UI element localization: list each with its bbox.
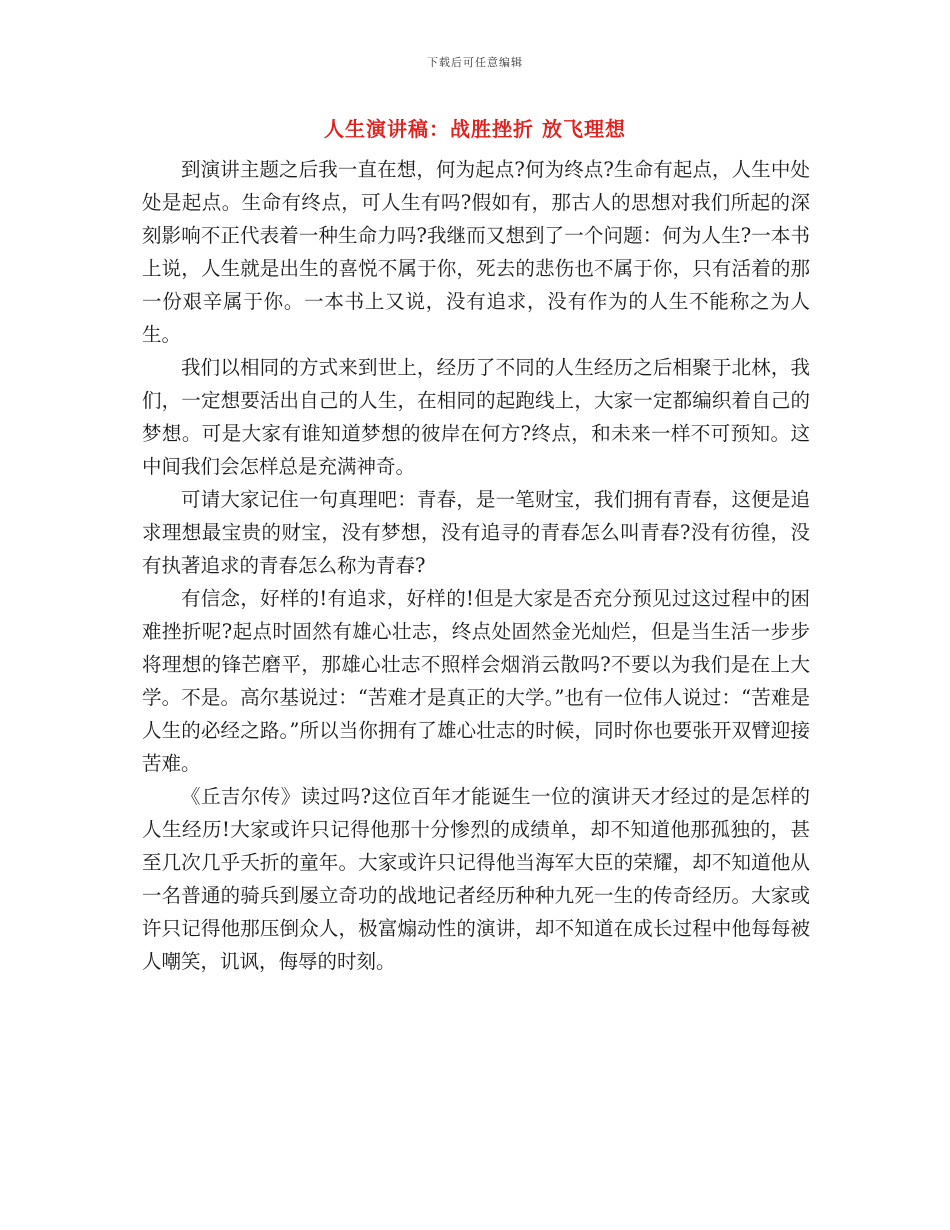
document-title: 人生演讲稿：战胜挫折 放飞理想 [324, 117, 626, 141]
paragraph-3: 可请大家记住一句真理吧：青春，是一笔财宝，我们拥有青春，这便是追求理想最宝贵的财宝，没有梦想，没有追寻的青春怎么叫青春?没有彷徨，没有执著追求的青春怎么称为青春? [142, 488, 810, 577]
paragraph-5: 《丘吉尔传》读过吗?这位百年才能诞生一位的演讲天才经过的是怎样的人生经历!大家或许只记得他那十分惨烈的成绩单，却不知道他那孤独的，甚至几次几乎夭折的童年。大家或许只记得他当海军大臣的荣耀，却不知道他从一名普通的骑兵到屡立奇功的战地记者经历种种九死一生的传奇经历。大家或许只记得他那压倒众人，极富煽动性的演讲，却不知道在成长过程中他每每被人嘲笑，讥讽，侮辱的时刻。 [142, 785, 810, 973]
paragraph-4: 有信念，好样的!有追求，好样的!但是大家是否充分预见过这过程中的困难挫折呢?起点时固然有雄心壮志，终点处固然金光灿烂，但是当生活一步步将理想的锋芒磨平，那雄心壮志不照样会烟消云散吗?不要以为我们是在上大学。不是。高尔基说过：“苦难才是真正的大学。”也有一位伟人说过：“苦难是人生的必经之路。”所以当你拥有了雄心壮志的时候，同时你也要张开双臂迎接苦难。 [142, 587, 810, 775]
document-body [142, 153, 810, 978]
paragraph-2: 我们以相同的方式来到世上，经历了不同的人生经历之后相聚于北林，我们，一定想要活出自己的人生，在相同的起跑线上，大家一定都编织着自己的梦想。可是大家有谁知道梦想的彼岸在何方?终点，和未来一样不可预知。这中间我们会怎样总是充满神奇。 [142, 356, 810, 478]
paragraph-1: 到演讲主题之后我一直在想，何为起点?何为终点?生命有起点，人生中处处是起点。生命有终点，可人生有吗?假如有，那古人的思想对我们所起的深刻影响不正代表着一种生命力吗?我继而又想到了一个问题：何为人生?一本书上说，人生就是出生的喜悦不属于你，死去的悲伤也不属于你，只有活着的那一份艰辛属于你。一本书上又说，没有追求，没有作为的人生不能称之为人生。 [142, 158, 810, 346]
header-note: 下载后可任意编辑 [427, 56, 523, 69]
